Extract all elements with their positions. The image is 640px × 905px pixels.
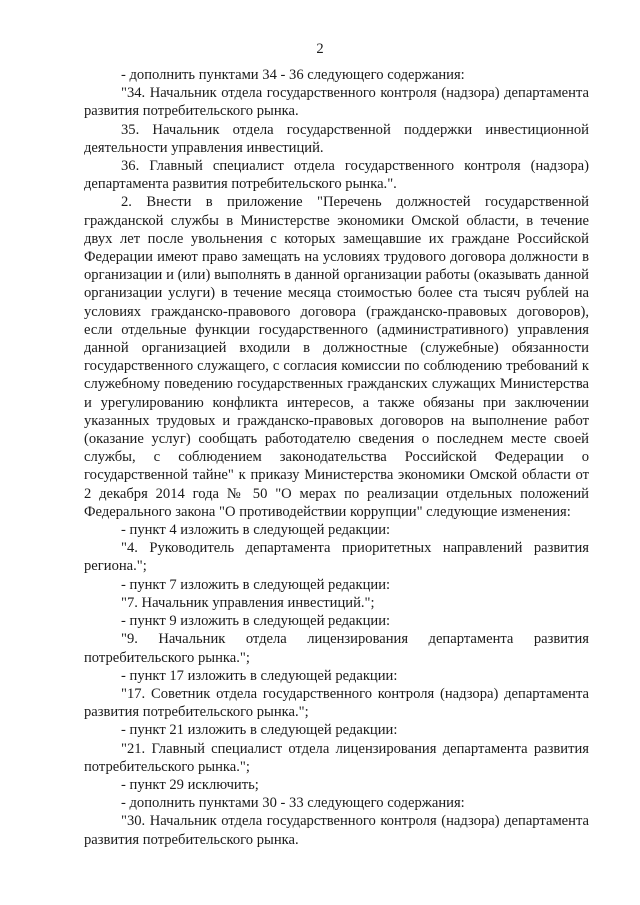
paragraph-item-34: "34. Начальник отдела государственного контроля (надзора) департамента развития потребительского рынка. [84,85,589,120]
paragraph-item-35: 35. Начальник отдела государственной поддержки инвестиционной деятельности управления инвестиций. [84,121,589,156]
paragraph-edit-item-4: - пункт 4 изложить в следующей редакции: [121,522,391,539]
paragraph-item-9-text: "9. Начальник отдела лицензирования департамента развития потребительского рынка."; [84,631,589,666]
paragraph-item-4-text: "4. Руководитель департамента приоритетных направлений развития региона."; [84,540,589,575]
paragraph-item-21-text: "21. Главный специалист отдела лицензирования департамента развития потребительского рынка."; [84,740,589,775]
paragraph-add-items-30-33: - дополнить пунктами 30 - 33 следующего содержания: [121,795,465,812]
paragraph-item-36: 36. Главный специалист отдела государственного контроля (надзора) департамента развития потребительского рынка.". [84,158,589,193]
document-body [84,66,589,849]
paragraph-item-7-text: "7. Начальник управления инвестиций."; [121,594,375,611]
paragraph-edit-item-7: - пункт 7 изложить в следующей редакции: [121,576,391,593]
page-number: 2 [316,41,324,57]
paragraph-item-17-text: "17. Советник отдела государственного контроля (надзора) департамента развития потребительского рынка."; [84,685,589,721]
paragraph-remove-item-29: - пункт 29 исключить; [121,776,259,793]
paragraph-section-2: 2. Внести в приложение "Перечень должностей государственной гражданской службы в Министерстве экономики Омской области, в течение двух лет после увольнения с которых замещавшие их граждане Российской Федерации имеют право замещать на условиях трудового договора должности в организации и (или) выполнять в данной организации работы (оказывать данной организации услуги) в течение месяца стоимостью более ста тысяч рублей на условиях гражданско-правового договора (гражданско-правовых договоров), если отдельные функции государственного (административного) управления данной организацией входили в должностные (служебные) обязанности государственного служащего, с согласия комиссии по соблюдению требований к служебному поведению государственных гражданских служащих Министерства и урегулированию конфликта интересов, а также обязаны при заключении указанных трудовых и гражданско-правовых договоров на выполнение работ (оказание услуг) сообщать работодателю сведения о последнем месте своей службы, с соблюдением законодательства Российской Федерации о государственной тайне" к приказу Министерства экономики Омской области от 2 декабря 2014 года № 50 "О мерах по реализации отдельных положений Федерального закона "О противодействии коррупции" следующие изменения: [84,194,589,520]
paragraph-edit-item-9: - пункт 9 изложить в следующей редакции: [121,613,391,630]
paragraph-edit-item-21: - пункт 21 изложить в следующей редакции: [121,722,398,739]
paragraph-add-items-34-36: - дополнить пунктами 34 - 36 следующего содержания: [121,67,465,83]
paragraph-edit-item-17: - пункт 17 изложить в следующей редакции: [121,667,398,684]
paragraph-item-30: "30. Начальник отдела государственного контроля (надзора) департамента развития потребительского рынка. [84,813,589,848]
